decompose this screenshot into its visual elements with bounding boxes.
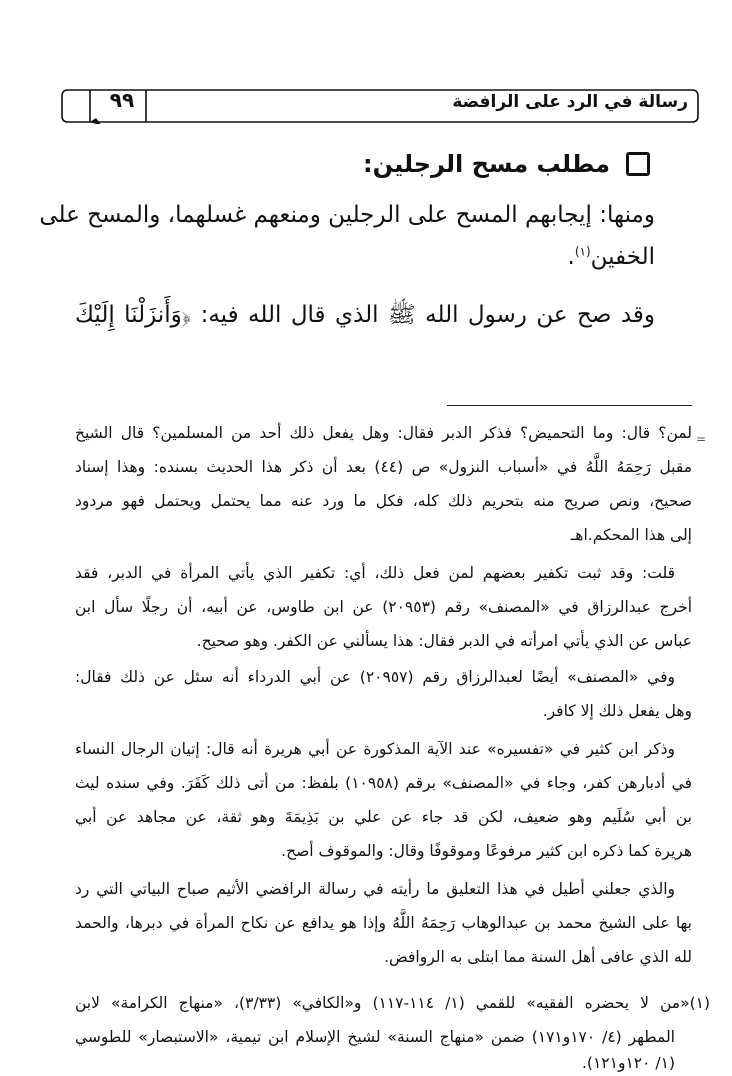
continuation-mark: = (696, 432, 707, 446)
footnote-line: في أدبارهن كفر، وجاء في «المصنف» برقم (١٠٩٥٨) بلفظ: من أتى ذلك كَفَرَ. وفي سنده ليث (75, 774, 692, 792)
period: . (567, 244, 575, 270)
footnote-line: (١/ ١٢٠و١٢١). (582, 1054, 675, 1072)
section-heading: مطلب مسح الرجلين: (363, 150, 610, 178)
footnote-line: بها على الشيخ محمد بن عبدالوهاب رَحِمَهُ اللَّهُ وإذا هو يدافع عن نكاح المرأة في دبرها، والحمد (75, 914, 692, 932)
main-text-line: وقد صح عن رسول الله ﷺ الذي قال الله فيه: ﴿وَأَنزَلْنَا إِلَيْكَ (75, 302, 655, 328)
main-text-span: الخفين (590, 244, 655, 270)
footnote-line: إلى هذا المحكم.اهـ (570, 526, 692, 544)
footnote-line: عباس عن الذي يأتي امرأته في الدبر فقال: هذا يسألني عن الكفر. وهو صحيح. (196, 632, 692, 650)
footnote-line: أخرج عبدالرزاق في «المصنف» رقم (٢٠٩٥٣) عن ابن طاوس، عن أبيه، أن رجلًا سأل ابن (75, 598, 692, 616)
footnote-line: وذكر ابن كثير في «تفسيره» عند الآية المذكورة عن أبي هريرة أنه قال: إتيان الرجال النساء (75, 740, 675, 758)
main-text-line (75, 244, 655, 270)
page-number: ٩٩ (109, 88, 135, 112)
footnote-line: بن أبي سُلَيم وهو ضعيف، لكن قد جاء عن علي بن بَذِيمَةَ وهو ثقة، عن مجاهد عن أبي (75, 808, 692, 826)
footnote-line: لله الذي عافى أهل السنة مما ابتلى به الروافض. (384, 948, 692, 966)
footnote-line: المطهر (٤/ ١٧٠و١٧١) ضمن «منهاج السنة» لشيخ الإسلام ابن تيمية، «الاستبصار» للطوسي (75, 1028, 675, 1046)
footnote-line: مقبل رَحِمَهُ اللَّهُ في «أسباب النزول» ص (٤٤) بعد أن ذكر هذا الحديث بسنده: وهذا إسناد (75, 458, 692, 476)
footnote-line: وهل يفعل ذلك إلا كافر. (542, 702, 692, 720)
footnote-line: (١)«من لا يحضره الفقيه» للقمي (١/ ١١٤-١١٧) و«الكافي» (٣/٣٣)، «منهاج الكرامة» لابن (75, 994, 711, 1012)
footnote-line: صحيح، ونص صريح منه بتحريم ذلك كله، فكل ما ورد عنه مما يحتمل ويحتمل فهو مردود (75, 492, 692, 510)
footnote-line: هريرة كما ذكره ابن كثير مرفوعًا وموقوفًا وقال: والموقوف أصح. (281, 842, 692, 860)
main-text-line: ومنها: إيجابهم المسح على الرجلين ومنعهم غسلهما، والمسح على (39, 202, 655, 228)
footnote-marker: (١) (574, 244, 591, 259)
footnote-separator (447, 405, 692, 406)
footnote-line: والذي جعلني أطيل في هذا التعليق ما رأيته في رسالة الرافضي الأثيم صباح البياتي التي رد (75, 880, 675, 898)
running-header-title: رسالة في الرد على الرافضة (452, 92, 688, 112)
section-heading-row (363, 150, 650, 178)
footnote-line: لمن؟ قال: وما التحميض؟ فذكر الدبر فقال: وهل يفعل ذلك أحد من المسلمين؟ قال الشيخ (75, 424, 692, 442)
footnote-line: قلت: وقد ثبت تكفير بعضهم لمن فعل ذلك، أي: تكفير الذي يأتي المرأة في الدبر، فقد (75, 564, 675, 582)
footnote-line: وفي «المصنف» أيضًا لعبدالرزاق رقم (٢٠٩٥٧) عن أبي الدرداء أنه سئل عن ذلك فقال: (75, 668, 675, 686)
heading-square-icon (626, 152, 650, 176)
